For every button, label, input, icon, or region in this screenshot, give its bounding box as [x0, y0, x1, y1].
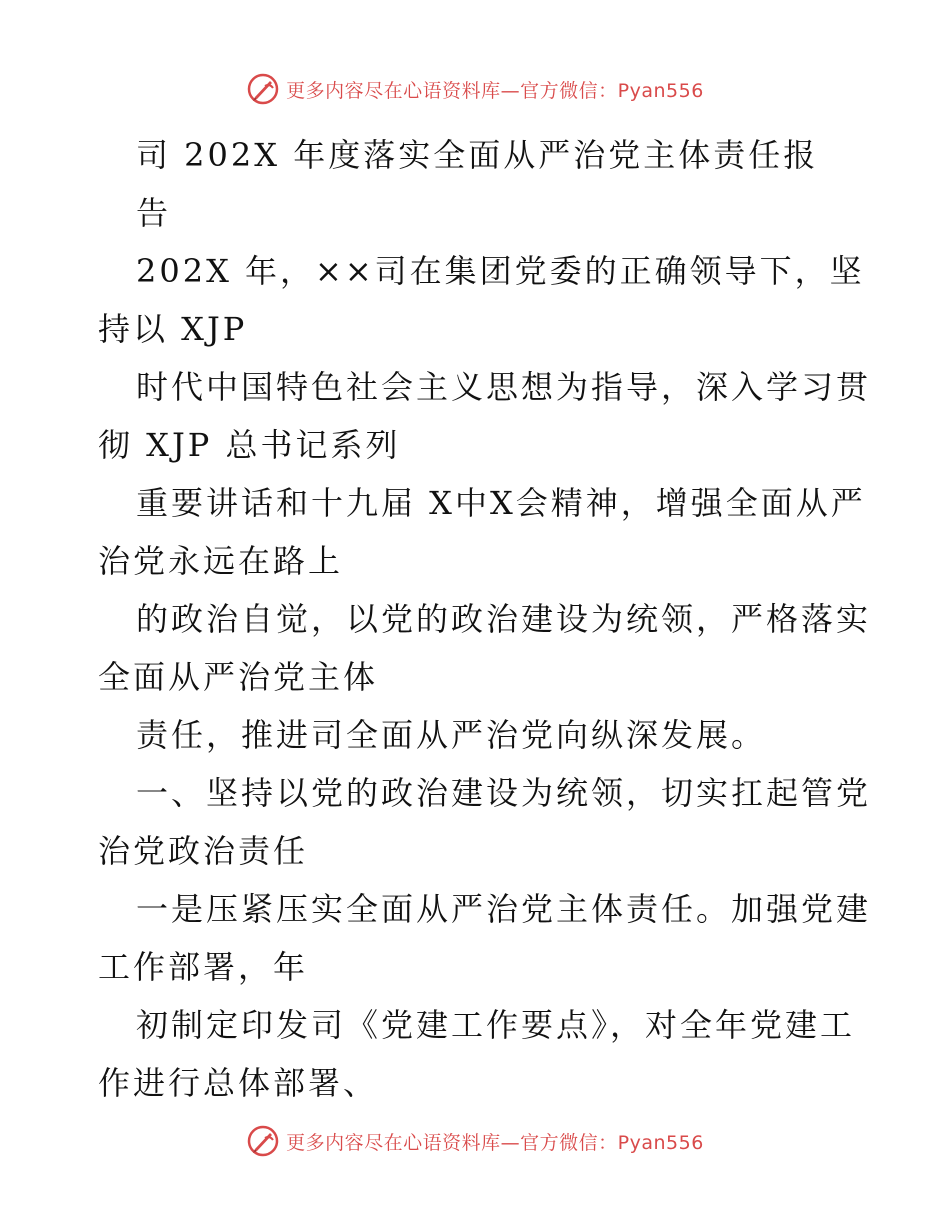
- line-text: 一是压紧压实全面从严治党主体责任。加强党建: [136, 890, 872, 928]
- quill-pen-logo-icon: [246, 72, 280, 106]
- text-line: [98, 938, 858, 996]
- line-text: 治党永远在路上: [98, 542, 344, 580]
- text-line: [98, 706, 858, 764]
- line-text: 重要讲话和十九届 X中X会精神，增强全面从严: [136, 484, 866, 522]
- line-text: 彻 XJP 总书记系列: [98, 426, 401, 464]
- text-line: [98, 996, 858, 1054]
- line-text: 初制定印发司《党建工作要点》，对全年党建工: [136, 1006, 856, 1044]
- text-line: [98, 532, 858, 590]
- line-text: 202X 年，××司在集团党委的正确领导下，坚: [136, 252, 865, 290]
- line-text: 的政治自觉，以党的政治建设为统领，严格落实: [136, 600, 872, 638]
- text-line: [98, 648, 858, 706]
- line-text: 司 202X 年度落实全面从严治党主体责任报: [136, 136, 819, 174]
- text-line: [98, 126, 858, 184]
- watermark-text: 更多内容尽在心语资料库—官方微信：Pyan556: [286, 79, 704, 102]
- text-line: [98, 300, 858, 358]
- text-line: [98, 242, 865, 300]
- text-line: [98, 880, 872, 938]
- text-line: [98, 358, 872, 416]
- text-line: [98, 1054, 858, 1112]
- header-watermark-banner: [0, 72, 950, 106]
- text-line: [98, 474, 866, 532]
- text-line: [98, 822, 858, 880]
- line-text: 治党政治责任: [98, 832, 309, 870]
- text-line: [98, 764, 872, 822]
- line-text: 工作部署，年: [98, 948, 309, 986]
- document-body: [98, 126, 872, 1112]
- footer-watermark-banner: [0, 1124, 950, 1158]
- line-text: 告: [136, 194, 172, 232]
- quill-pen-logo-icon: [246, 1124, 280, 1158]
- line-text: 一、坚持以党的政治建设为统领，切实扛起管党: [136, 774, 872, 812]
- text-line: [98, 416, 858, 474]
- line-text: 作进行总体部署、: [98, 1064, 379, 1102]
- line-text: 全面从严治党主体: [98, 658, 379, 696]
- line-text: 责任，推进司全面从严治党向纵深发展。: [136, 716, 767, 754]
- text-line: [98, 184, 858, 242]
- text-line: [98, 590, 872, 648]
- line-text: 时代中国特色社会主义思想为指导，深入学习贯: [136, 368, 872, 406]
- line-text: 持以 XJP: [98, 310, 248, 348]
- watermark-text: 更多内容尽在心语资料库—官方微信：Pyan556: [286, 1131, 704, 1154]
